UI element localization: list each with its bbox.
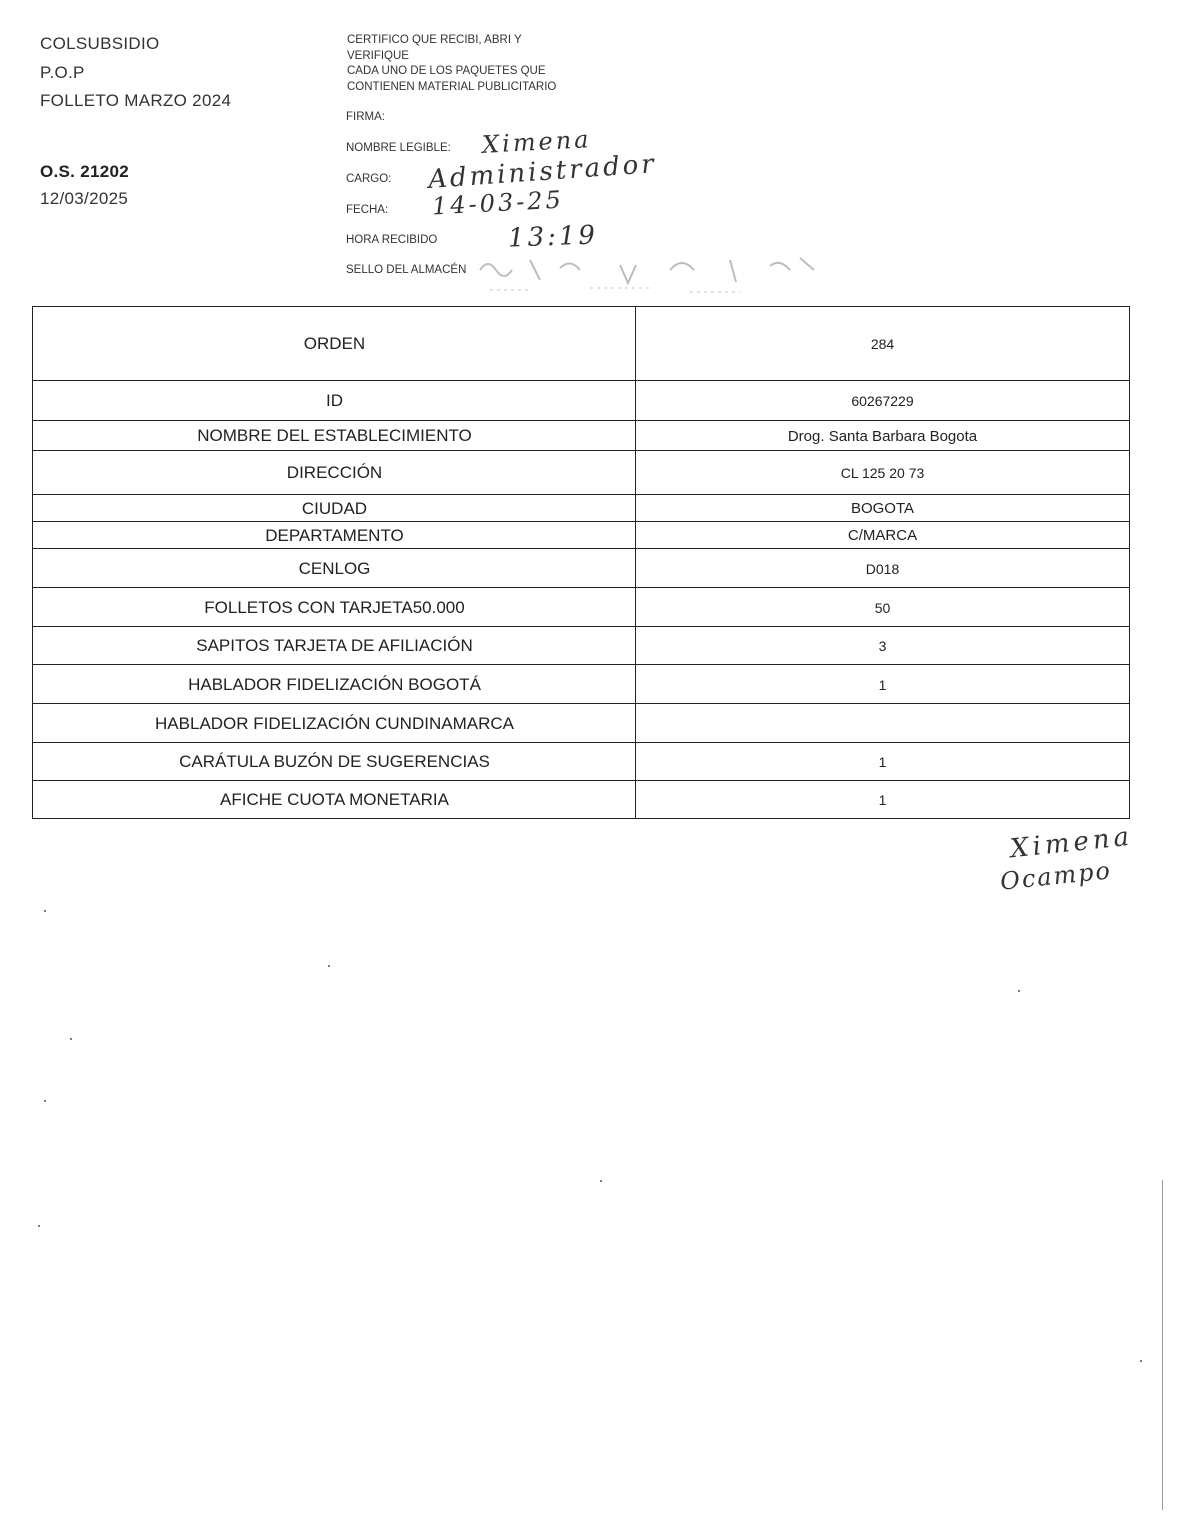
row-value: 1 [635, 665, 1130, 704]
firma-label: FIRMA: [346, 111, 385, 123]
row-label: CARÁTULA BUZÓN DE SUGERENCIAS [32, 743, 636, 781]
scan-speck [1140, 1360, 1142, 1362]
row-value: 284 [635, 307, 1130, 381]
certificate-text [347, 33, 556, 95]
folleto-title: FOLLETO MARZO 2024 [40, 91, 232, 110]
row-label: FOLLETOS CON TARJETA50.000 [32, 588, 636, 627]
delivery-table [32, 306, 1130, 819]
certificate-line: VERIFIQUE [347, 49, 409, 62]
row-value: 60267229 [635, 381, 1130, 421]
order-service-number: O.S. 21202 [40, 162, 130, 181]
scan-speck [70, 1038, 72, 1040]
table-row [32, 494, 1130, 522]
row-value: CL 125 20 73 [635, 451, 1130, 495]
row-value [635, 704, 1130, 743]
row-label: AFICHE CUOTA MONETARIA [32, 781, 636, 819]
row-label: DEPARTAMENTO [32, 522, 636, 549]
scan-speck [1018, 990, 1020, 992]
table-row [32, 664, 1130, 704]
table-row [32, 306, 1130, 381]
row-label: SAPITOS TARJETA DE AFILIACIÓN [32, 627, 636, 665]
scan-speck [600, 1180, 602, 1182]
scan-speck [328, 965, 330, 967]
table-row [32, 742, 1130, 781]
table-row [32, 626, 1130, 665]
table-row [32, 548, 1130, 588]
company-name: COLSUBSIDIO [40, 34, 160, 53]
table-bottom-border [32, 818, 1130, 819]
handwritten-fecha: 14-03-25 [431, 185, 565, 221]
table-row [32, 450, 1130, 495]
row-label: HABLADOR FIDELIZACIÓN BOGOTÁ [32, 665, 636, 704]
row-value: BOGOTA [635, 495, 1130, 522]
scan-speck [44, 910, 46, 912]
hora-label: HORA RECIBIDO [346, 234, 438, 246]
row-value: D018 [635, 549, 1130, 588]
scan-speck [38, 1225, 40, 1227]
row-value: 1 [635, 743, 1130, 781]
row-label: DIRECCIÓN [32, 451, 636, 495]
pop-label: P.O.P [40, 63, 85, 82]
signature-line-2: Ocampo [998, 856, 1114, 896]
signature-line-1: Ximena [1008, 821, 1135, 865]
table-row [32, 521, 1130, 549]
row-label: HABLADOR FIDELIZACIÓN CUNDINAMARCA [32, 704, 636, 743]
store-stamp [470, 240, 830, 300]
certificate-line: CADA UNO DE LOS PAQUETES QUE [347, 65, 546, 77]
nombre-label: NOMBRE LEGIBLE: [346, 142, 451, 154]
row-label: CIUDAD [32, 495, 636, 522]
row-value: 1 [635, 781, 1130, 819]
cargo-label: CARGO: [346, 173, 392, 185]
row-label: CENLOG [32, 549, 636, 588]
row-value: 50 [635, 588, 1130, 627]
handwritten-nombre: Ximena [481, 125, 593, 159]
row-label: NOMBRE DEL ESTABLECIMIENTO [32, 421, 636, 451]
table-row [32, 780, 1130, 819]
table-row [32, 587, 1130, 627]
handwritten-cargo: Administrador [427, 149, 658, 195]
fecha-label: FECHA: [346, 204, 389, 216]
row-value: 3 [635, 627, 1130, 665]
table-row [32, 420, 1130, 451]
row-value: Drog. Santa Barbara Bogota [635, 421, 1130, 451]
row-label: ID [32, 381, 636, 421]
certificate-line: CERTIFICO QUE RECIBI, ABRI Y [347, 34, 522, 46]
certificate-line: CONTIENEN MATERIAL PUBLICITARIO [347, 80, 557, 93]
sello-label: SELLO DEL ALMACÉN [346, 264, 467, 276]
scan-edge-line [1162, 1180, 1163, 1510]
row-value: C/MARCA [635, 522, 1130, 549]
table-row [32, 380, 1130, 421]
scan-speck [44, 1100, 46, 1102]
handwritten-hora: 13:19 [507, 220, 599, 254]
row-label: ORDEN [32, 307, 636, 381]
table-row [32, 703, 1130, 743]
document-date: 12/03/2025 [40, 189, 129, 208]
